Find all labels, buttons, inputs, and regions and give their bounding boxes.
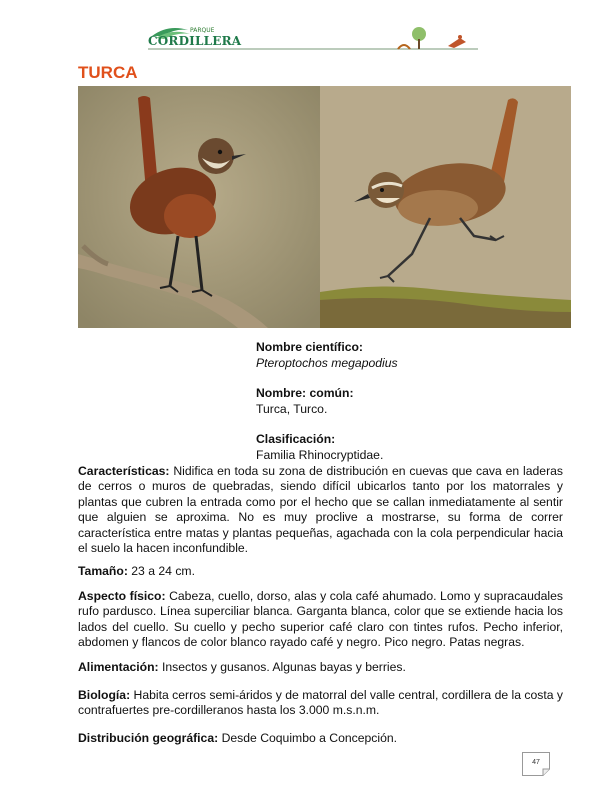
characteristics-text: Nidifica en toda su zona de distribución en cuevas que cava en laderas de cerros o muros de quebradas, siendo difícil ubicarlos tanto por los matorrales y plantas que cubren la entrada como por el hecho que se callan inmediatamente al sentir que alguien se aproxima. No es muy proclive a mostrarse, su forma de correr característica entre matas y plantas pequeñas, agachada con la cola perpendicular hacia el suelo la hacen inconfundible. <box>78 464 564 556</box>
common-name-value: Turca, Turco. <box>256 401 328 416</box>
scientific-name-value: Pteroptochos megapodius <box>256 355 398 370</box>
characteristics-paragraph <box>78 464 563 556</box>
appearance-label: Aspecto físico: <box>78 589 166 603</box>
page-title: TURCA <box>78 63 138 82</box>
biology-label: Biología: <box>78 688 131 702</box>
characteristics-label: Características: <box>78 464 170 478</box>
diet-text: Insectos y gusanos. Algunas bayas y berries. <box>161 660 406 674</box>
classification-value: Familia Rhinocryptidae. <box>256 447 384 462</box>
biology-text: Habita cerros semi-áridos y de matorral del valle central, cordillera de la costa y contrafuertes pre-cordilleranos hasta los 3.000 m.s.n.m. <box>78 688 563 718</box>
appearance-text: Cabeza, cuello, dorso, alas y cola café ahumado. Lomo y supracaudales rufo pardusco. Línea superciliar blanca. Garganta blanca, color que se extiende hacia los lados del cuello. Su cuello y pecho superior café claro con tintes rufos. Pecho inferior, abdomen y flancos de color blanco rayado café y negro. Pico negro. Patas negras. <box>78 589 563 650</box>
diet-label: Alimentación: <box>78 660 159 674</box>
page-number: 47 <box>532 759 540 766</box>
page-number-box <box>522 752 550 776</box>
park-logo <box>148 22 478 56</box>
bird-photo-running <box>320 86 571 328</box>
logo-main-text: CORDILLERA <box>148 34 242 48</box>
biology-paragraph <box>78 688 563 719</box>
appearance-paragraph <box>78 589 563 651</box>
bird-photo-perched <box>78 86 320 328</box>
size-label: Tamaño: <box>78 564 128 578</box>
distribution-label: Distribución geográfica: <box>78 731 219 745</box>
logo-small-text: PARQUE <box>190 27 215 34</box>
classification-label: Clasificación: <box>256 432 336 446</box>
diet-paragraph <box>78 660 563 675</box>
scientific-name-label: Nombre científico: <box>256 340 363 354</box>
common-name-label: Nombre: común: <box>256 386 354 400</box>
distribution-paragraph <box>78 731 563 746</box>
species-info <box>256 340 398 463</box>
distribution-text: Desde Coquimbo a Concepción. <box>221 731 398 745</box>
size-text: 23 a 24 cm. <box>131 564 195 578</box>
size-paragraph <box>78 564 563 579</box>
